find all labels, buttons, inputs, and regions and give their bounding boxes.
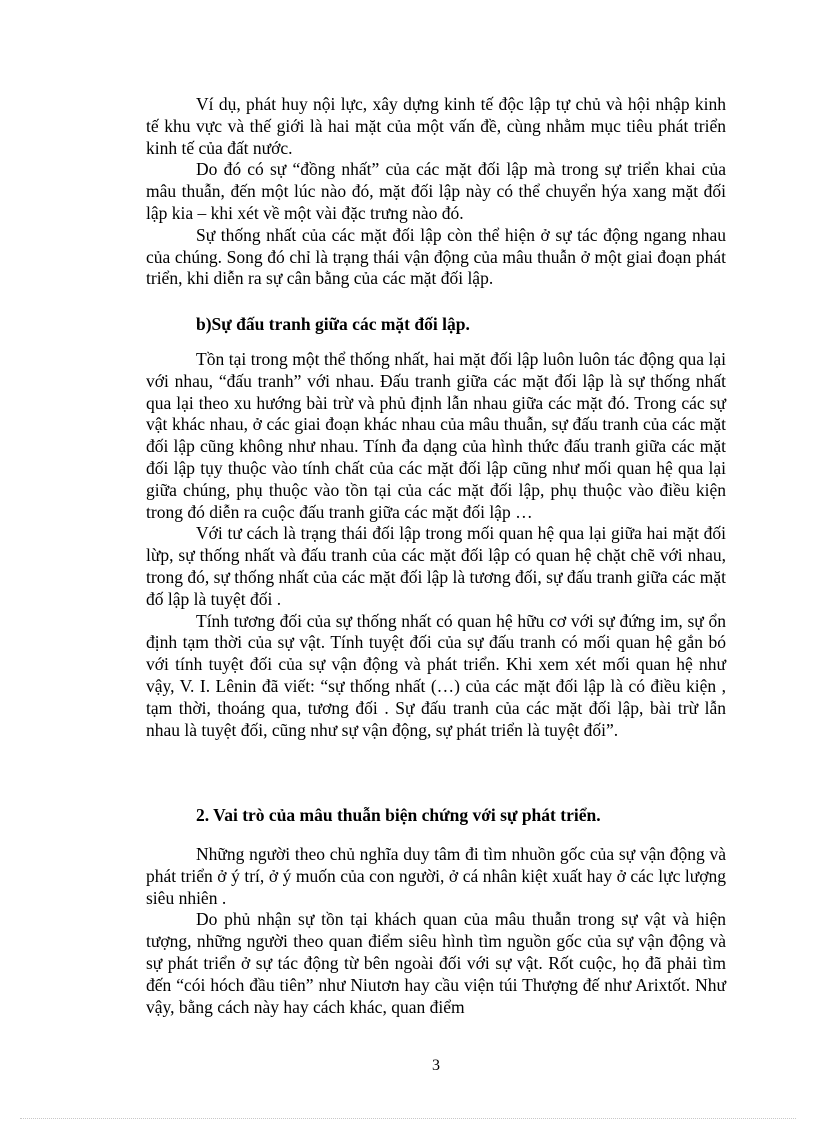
paragraph: Với tư cách là trạng thái đối lập trong mối quan hệ qua lại giữa hai mặt đối lừp, sự thống nhất và đấu tranh của các mặt đối lập có quan hệ chặt chẽ với nhau, trong đó, sự thống nhất của các mặt đối lập là tương đối, sự đấu tranh giữa các mặt đố lập là tuyệt đối . — [146, 523, 726, 609]
paragraph: Tính tương đối của sự thống nhất có quan hệ hữu cơ với sự đứng im, sự ổn định tạm thời của sự vật. Tính tuyệt đối của sự đấu tranh có mối quan hệ gắn bó với tính tuyệt đối của sự vận động và phát triển. Khi xem xét mối quan hệ như vậy, V. I. Lênin đã viết: “sự thống nhất (…) của các mặt đối lập là có điều kiện , tạm thời, thoáng qua, tương đối . Sự đấu tranh của các mặt đối lập, bài trừ lẫn nhau là tuyệt đối, cũng như sự vận động, sự phát triển là tuyệt đối”. — [146, 610, 726, 740]
paragraph: Tồn tại trong một thể thống nhất, hai mặt đối lập luôn luôn tác động qua lại với nhau, “đấu tranh” với nhau. Đấu tranh giữa các mặt đối lập là sự thống nhất qua lại theo xu hướng bài trừ và phủ định lẫn nhau giữa các mặt đó. Trong các sự vật khác nhau, ở các giai đoạn khác nhau của mâu thuẫn, sự đấu tranh của các mặt đối lập cũng không như nhau. Tính đa dạng của hình thức đấu tranh giữa các mặt đối lập tụy thuộc vào tính chất của các mặt đối lập cũng như mối quan hệ qua lại giữa chúng, phụ thuộc vào tồn tại của các mặt đối lập, phụ thuộc vào điều kiện trong đó diễn ra cuộc đấu tranh giữa các mặt đối lập … — [146, 349, 726, 522]
intro-section — [146, 94, 726, 290]
paragraph: Ví dụ, phát huy nội lực, xây dựng kinh tế độc lập tự chủ và hội nhập kinh tế khu vực và thế giới là hai mặt của một vấn đề, cùng nhằm mục tiêu phát triển kinh tế của đất nước. — [146, 94, 726, 158]
struggle-section — [146, 349, 726, 741]
section-heading-struggle: b)Sự đấu tranh giữa các mặt đối lập. — [196, 314, 470, 334]
paragraph: Những người theo chủ nghĩa duy tâm đi tìm nhuồn gốc của sự vận động và phát triển ở ý trí, ở ý muốn của con người, ở cá nhân kiệt xuất hay ở các lực lượng siêu nhiên . — [146, 844, 726, 908]
role-section — [146, 844, 726, 1018]
paragraph: Do đó có sự “đồng nhất” của các mặt đối lập mà trong sự triển khai của mâu thuẫn, đến một lúc nào đó, mặt đối lập này có thể chuyển hýa xang mặt đối lập kia – khi xét về một vài đặc trưng nào đó. — [146, 159, 726, 223]
paragraph: Do phủ nhận sự tồn tại khách quan của mâu thuẫn trong sự vật và hiện tượng, những người theo quan điểm siêu hình tìm nguồn gốc của sự vận động và sự phát triển ở sự tác động từ bên ngoài đối với sự vật. Rốt cuộc, họ đã phải tìm đến “cói hóch đầu tiên” như Niutơn hay cầu viện túi Thượng đế như Arixtốt. Như vậy, bằng cách này hay cách khác, quan điểm — [146, 909, 726, 1017]
paragraph: Sự thống nhất của các mặt đối lập còn thể hiện ở sự tác động ngang nhau của chúng. Song đó chỉ là trạng thái vận động của mâu thuẫn ở một giai đoạn phát triển, khi diễn ra sự cân bằng của các mặt đối lập. — [146, 224, 726, 289]
section-heading-role: 2. Vai trò của mâu thuẫn biện chứng với sự phát triển. — [196, 805, 601, 825]
page-number: 3 — [432, 1057, 440, 1074]
page-divider — [20, 1118, 796, 1119]
